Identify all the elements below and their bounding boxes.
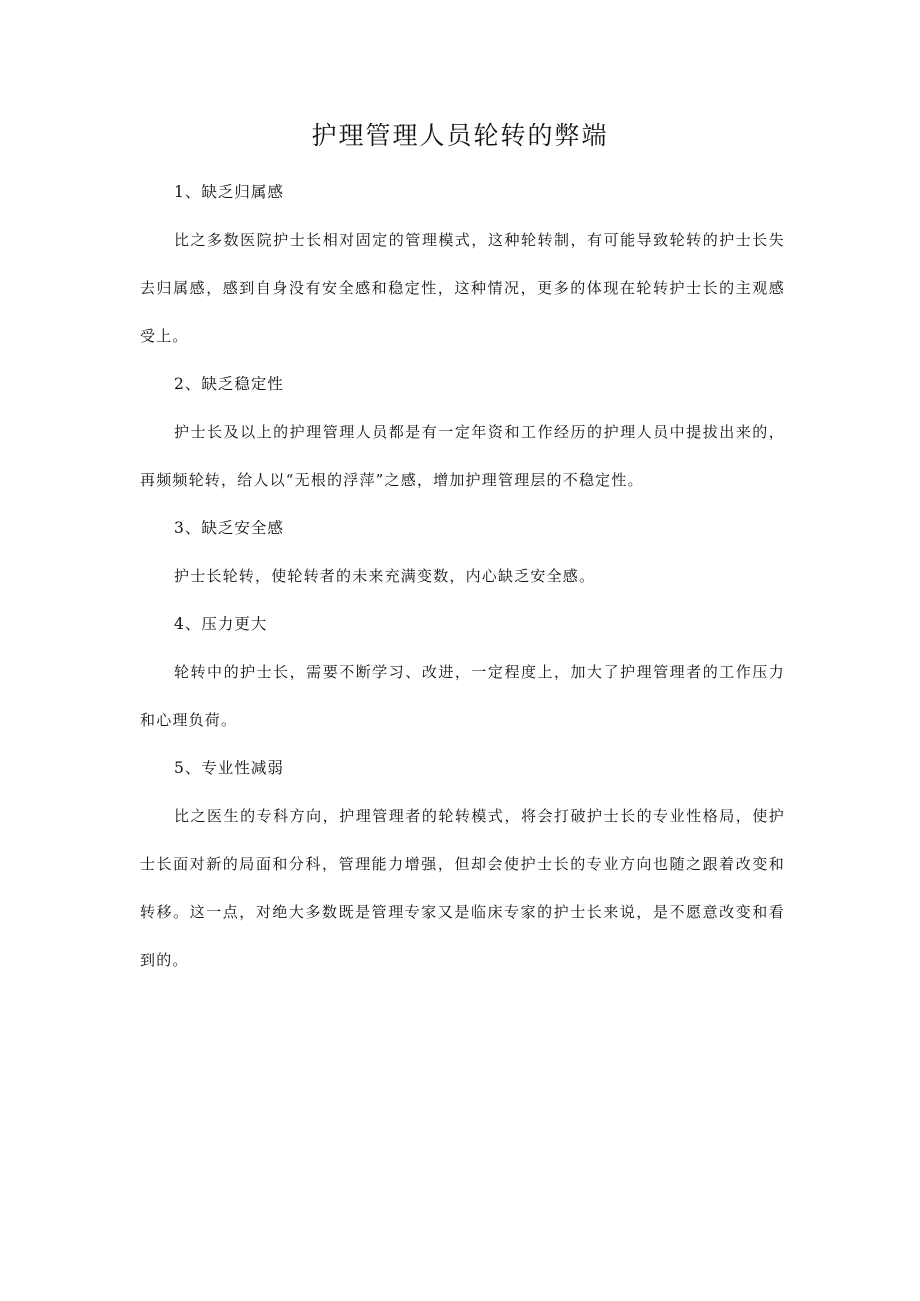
section-heading-5: 5、专业性减弱 — [174, 759, 284, 777]
section-heading-1: 1、缺乏归属感 — [174, 183, 284, 201]
section-paragraph-3: 护士长轮转，使轮转者的未来充满变数，内心缺乏安全感。 — [174, 567, 596, 585]
section-paragraph-5: 比之医生的专科方向，护理管理者的轮转模式，将会打破护士长的专业性格局，使护士长面对新的局面和分科，管理能力增强，但却会使护士长的专业方向也随之跟着改变和转移。这一点，对绝大多数既是管理专家又是临床专家的护士长来说，是不愿意改变和看到的。 — [140, 807, 785, 969]
document-body — [140, 168, 785, 984]
document-title: 护理管理人员轮转的弊端 — [311, 121, 609, 150]
section-heading-3: 3、缺乏安全感 — [174, 519, 284, 537]
section-paragraph-1: 比之多数医院护士长相对固定的管理模式，这种轮转制，有可能导致轮转的护士长失去归属感，感到自身没有安全感和稳定性，这种情况，更多的体现在轮转护士长的主观感受上。 — [140, 231, 785, 345]
section-paragraph-4: 轮转中的护士长，需要不断学习、改进，一定程度上，加大了护理管理者的工作压力和心理负荷。 — [140, 663, 785, 729]
section-heading-4: 4、压力更大 — [174, 615, 268, 633]
section-heading-2: 2、缺乏稳定性 — [174, 375, 284, 393]
section-paragraph-2: 护士长及以上的护理管理人员都是有一定年资和工作经历的护理人员中提拔出来的，再频频轮转，给人以“无根的浮萍”之感，增加护理管理层的不稳定性。 — [140, 423, 785, 489]
